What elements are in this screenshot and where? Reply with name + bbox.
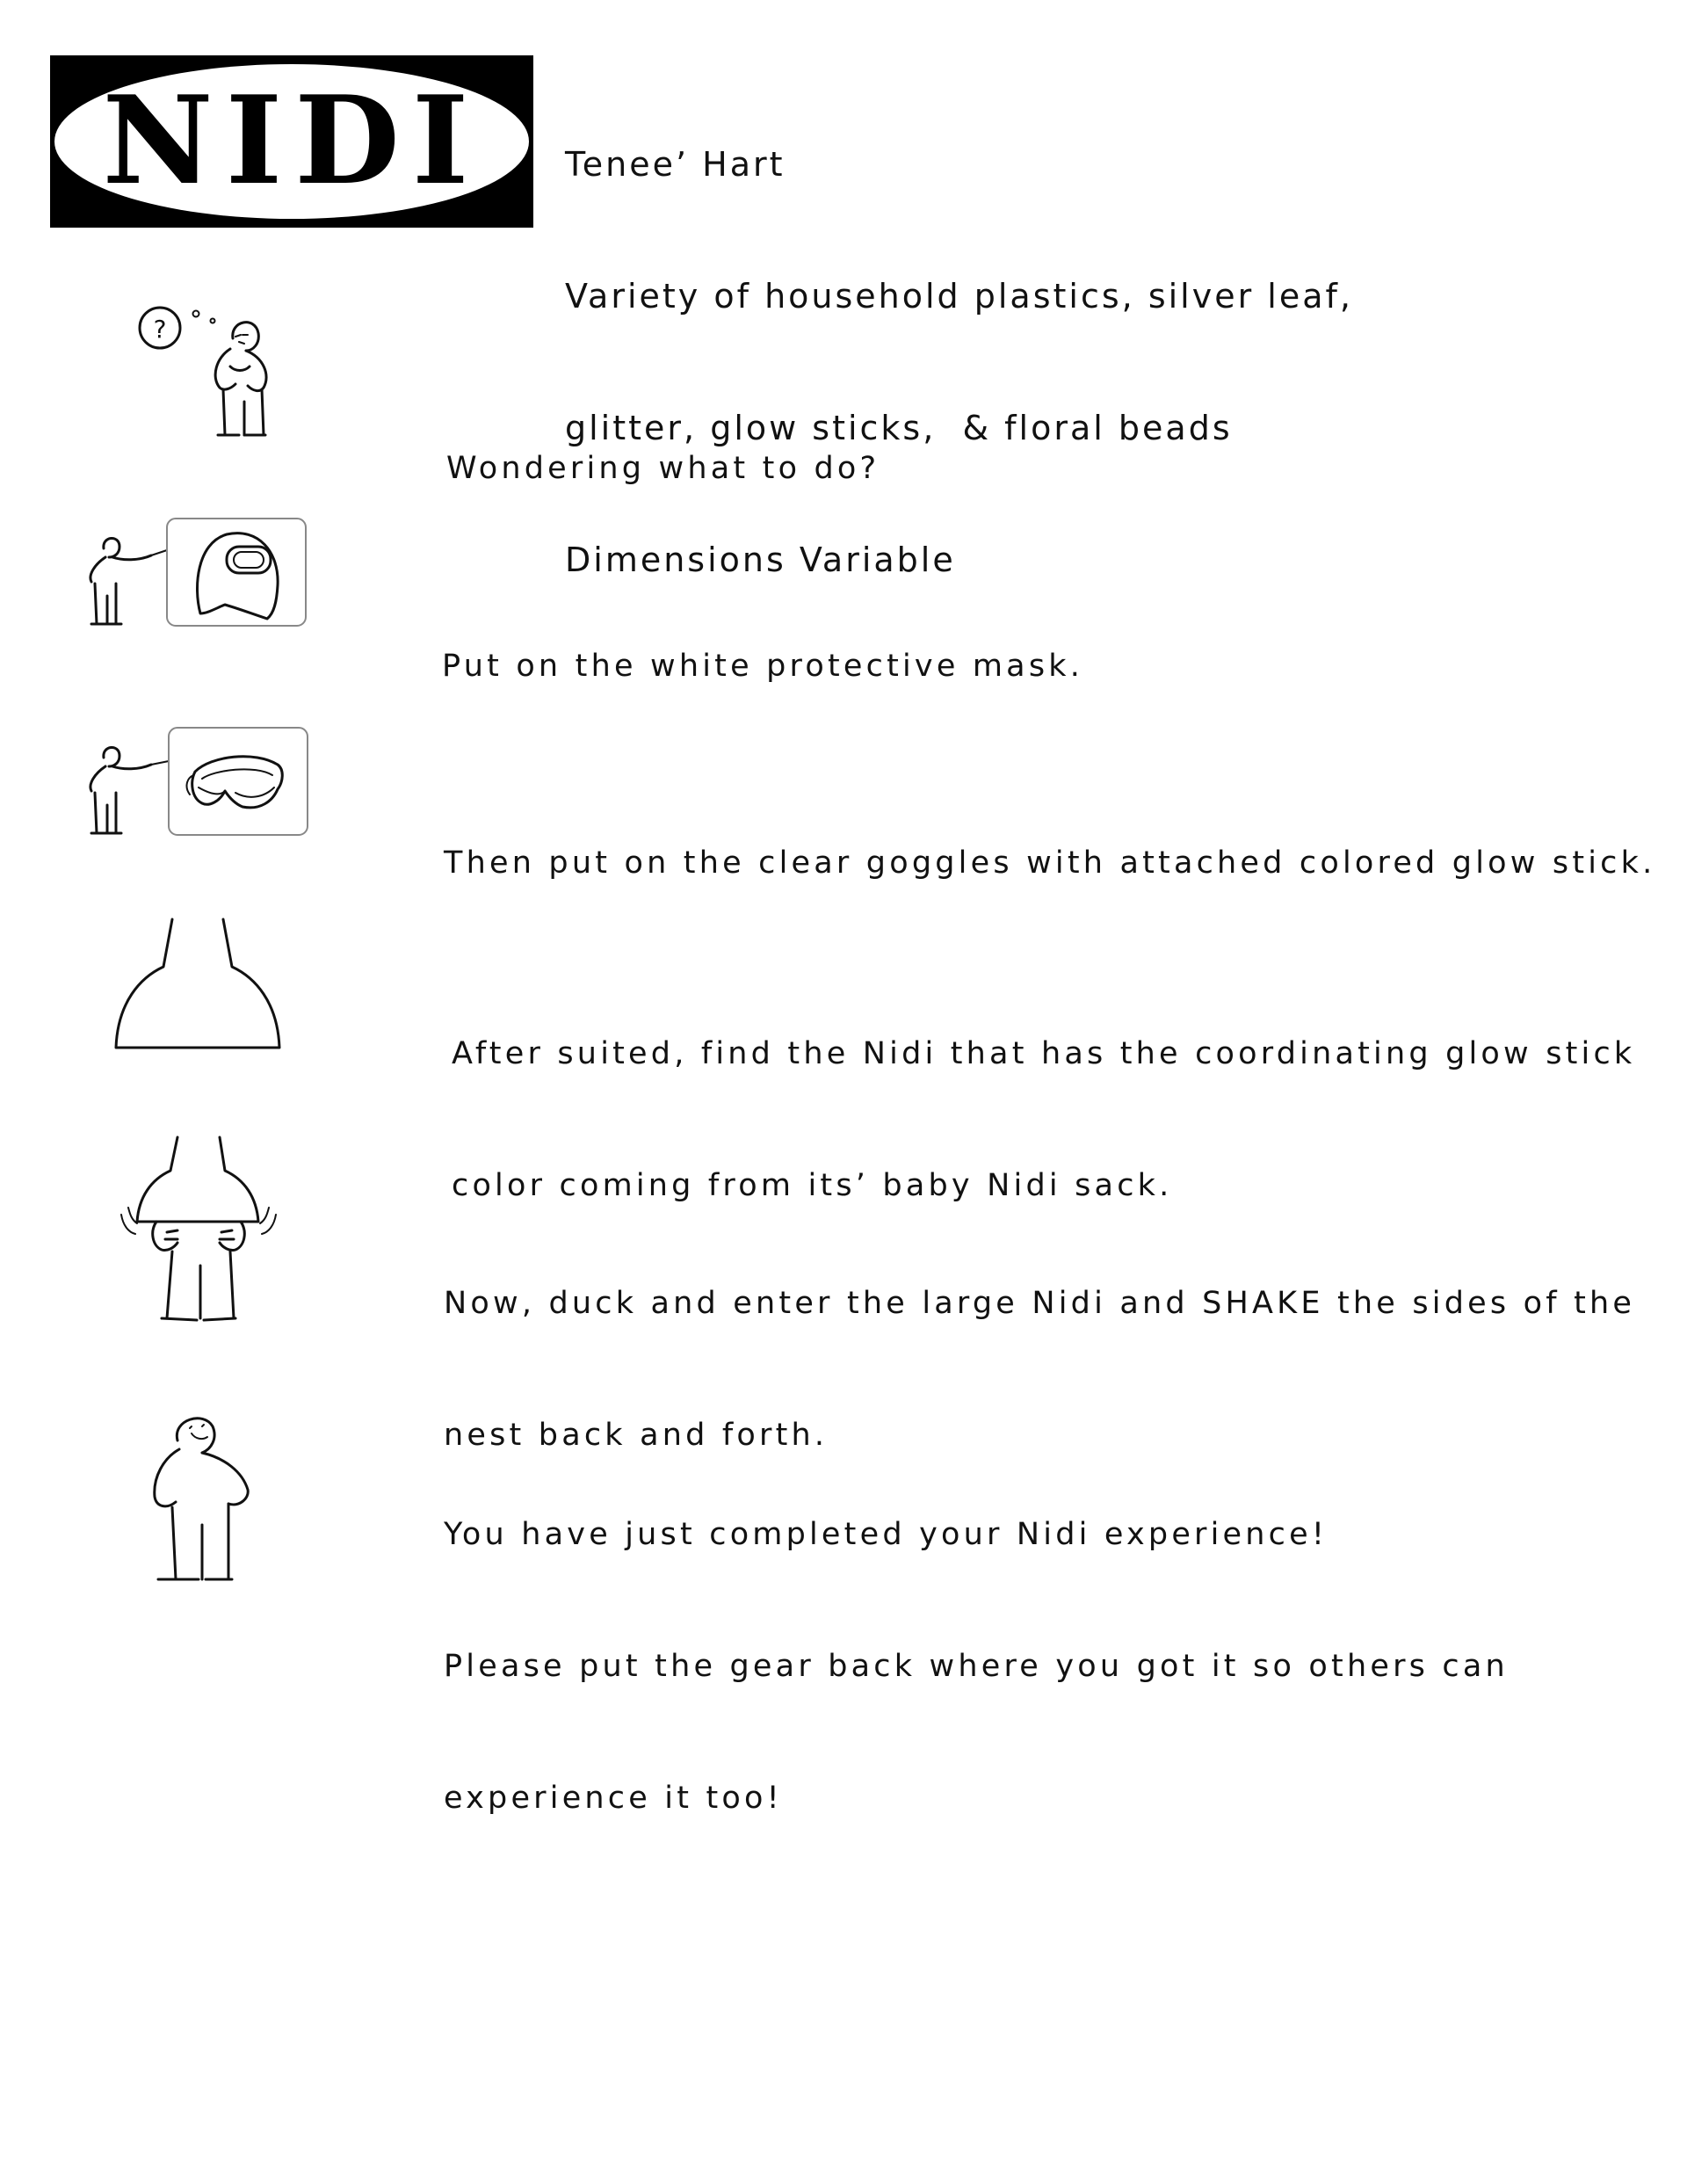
svg-text:?: ?: [153, 315, 167, 344]
artist-name: Tenee’ Hart: [565, 145, 786, 184]
step-5-text: Now, duck and enter the large Nidi and SHAKE the sides of the nest back and forth.: [444, 1286, 1636, 1453]
step-3-text: Then put on the clear goggles with attached colored glow stick.: [444, 845, 1656, 881]
step-2-text: Put on the white protective mask.: [442, 649, 1084, 684]
step-1-text: Wondering what to do?: [446, 451, 880, 486]
shaking-nest-icon: [112, 1134, 288, 1331]
step-4-text: After suited, find the Nidi that has the coordinating glow stick color coming from its’ baby Nidi sack.: [452, 1036, 1636, 1203]
artwork-info: [565, 54, 1353, 626]
happy-person-icon: [141, 1411, 264, 1586]
mask-icon: [79, 517, 316, 631]
nest-icon: [112, 914, 288, 1055]
dimensions: Dimensions Variable: [565, 541, 956, 579]
logo-text: NIDI: [102, 69, 481, 212]
materials-line-1: Variety of household plastics, silver leaf,: [565, 277, 1353, 316]
nidi-logo: [50, 55, 533, 228]
step-6-text: You have just completed your Nidi experience! Please put the gear back where you got it so others can experience it too!: [444, 1517, 1509, 1816]
wondering-person-icon: [132, 303, 281, 444]
materials-line-2: glitter, glow sticks, & floral beads: [565, 409, 1233, 447]
goggles-icon: [79, 726, 316, 840]
